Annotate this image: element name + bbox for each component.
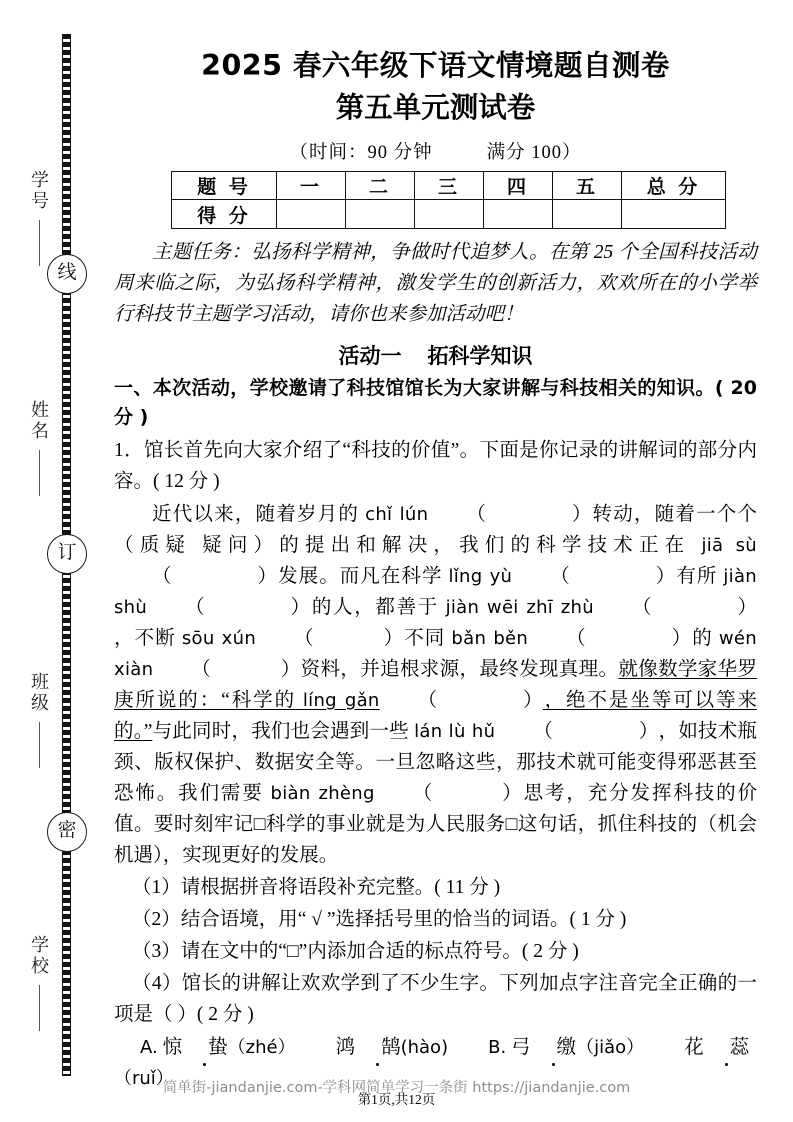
quote-seg: ，绝不是坐等可以等来的。” — [114, 690, 758, 742]
margin-field-rule — [39, 722, 40, 768]
option-b-pinyin-2: （ruǐ） — [114, 1068, 174, 1089]
pinyin-lingyu: lǐng yù — [448, 566, 513, 587]
option-b-dotted-char: 蕊 — [704, 1032, 750, 1063]
passage-seg: 不同 — [403, 628, 446, 649]
watermark-text: 简单街-jiandanjie.com-学科网简单学习一条街 https://jiandanjie.com — [162, 1080, 631, 1096]
passage-seg: 的人，都善于 — [310, 597, 439, 618]
margin-field-school — [8, 935, 52, 1031]
seal-char-ding: 订 — [47, 534, 87, 574]
option-a-word-2 — [336, 1037, 401, 1058]
pinyin-bianzheng: biàn zhèng — [270, 783, 375, 804]
score-cell-5[interactable] — [553, 200, 622, 229]
passage-seg: 转动，随着一个个（质疑 疑问）的提出和解决，我们的科学技术正在 — [114, 504, 757, 556]
pinyin-jianshu: jiàn shù — [114, 566, 758, 618]
exam-duration: （时间：90 分钟 — [289, 143, 433, 163]
passage-seg: 有所 — [675, 566, 718, 587]
pinyin-lanluhu: lán lù hǔ — [414, 721, 496, 742]
pinyin-chilun: chǐ lún — [365, 504, 429, 525]
passage-seg: 与此同时，我们也会遇到一些 — [152, 721, 409, 742]
score-table-row-label: 题 号 — [172, 172, 277, 200]
section-one-heading: 一、本次活动，学校邀请了科技馆馆长为大家讲解与科技相关的知识。( 20 分 ) — [114, 377, 757, 428]
answer-blank[interactable]: （ ） — [191, 659, 301, 680]
pinyin-banben: bǎn běn — [451, 628, 529, 649]
pinyin-souxun: sōu xún — [181, 628, 257, 649]
answer-blank[interactable]: （ ） — [466, 504, 592, 525]
page-number: 第1页,共12页 — [357, 1092, 436, 1107]
option-a-dotted-char: 鹄 — [355, 1032, 401, 1063]
sub-question-2: （2）结合语境，用“ √ ”选择括号里的恰当的词语。( 1 分 ) — [132, 909, 627, 930]
pinyin-linggan: líng gǎn — [302, 690, 380, 711]
sub-question-3: （3）请在文中的“□”内添加合适的标点符号。( 2 分 ) — [132, 941, 579, 962]
option-a-char: 鸿 — [335, 1037, 356, 1058]
pinyin-wenxian: wén xiàn — [114, 628, 758, 680]
margin-field-rule — [39, 450, 40, 496]
passage-seg: 近代以来，随着岁月的 — [152, 504, 360, 525]
seal-char-mi: 密 — [47, 812, 87, 852]
margin-field-student-id — [8, 170, 52, 266]
passage-seg: 发展。而凡在科学 — [277, 566, 443, 587]
quote-seg: 就像数学家华罗庚所说的：“科学的 — [114, 659, 757, 711]
score-cell-3[interactable] — [415, 200, 484, 229]
score-table-col-3: 三 — [415, 172, 484, 200]
exam-total-score: 满分 100） — [486, 143, 582, 163]
table-row — [172, 200, 726, 229]
margin-field-class — [8, 672, 52, 768]
sub-question-4: （4）馆长的讲解让欢欢学到了不少生字。下列加点字注音完全正确的一项是（ ）( 2 分 ) — [114, 973, 757, 1025]
option-a-word-1 — [163, 1037, 228, 1058]
margin-field-name — [8, 400, 52, 496]
option-b-char: 弓 — [511, 1037, 531, 1058]
option-b-char: 花 — [684, 1037, 704, 1058]
passage-seg: ，不断 — [114, 628, 176, 649]
option-a-char: 惊 — [162, 1037, 183, 1058]
margin-field-label: 学校 — [29, 935, 49, 977]
margin-field-rule — [39, 220, 40, 266]
theme-task-paragraph: 主题任务：弘扬科学精神，争做时代追梦人。在第 25 个全国科技活动周来临之际，为弘扬科学精神，激发学生的创新活力，欢欢所在的小学举行科技节主题学习活动，请你也来参加活动吧！ — [114, 242, 757, 325]
answer-blank[interactable]: （ ） — [550, 566, 676, 587]
answer-blank[interactable]: （ ） — [566, 628, 692, 649]
score-table — [171, 171, 726, 229]
seal-margin-column — [0, 0, 96, 1122]
option-a-letter[interactable]: A. — [140, 1037, 158, 1058]
activity-name: 拓科学知识 — [427, 344, 533, 368]
question-1-stem: 1．馆长首先向大家介绍了“科技的价值”。下面是你记录的讲解词的部分内容。( 12 分 ) — [114, 440, 757, 492]
answer-blank[interactable]: （ ） — [152, 566, 278, 587]
margin-field-label: 学号 — [29, 170, 49, 212]
option-b-dotted-char: 缴 — [531, 1032, 577, 1063]
score-cell-2[interactable] — [346, 200, 415, 229]
answer-blank[interactable]: （ ） — [185, 597, 311, 618]
seal-char-xian: 线 — [47, 254, 87, 294]
margin-field-label: 姓名 — [29, 400, 49, 442]
score-table-col-total: 总 分 — [622, 172, 726, 200]
score-cell-1[interactable] — [277, 200, 346, 229]
passage-seg: 的 — [691, 628, 713, 649]
margin-field-rule — [39, 985, 40, 1031]
option-b-letter[interactable]: B. — [488, 1037, 507, 1058]
table-row — [172, 172, 726, 200]
margin-field-label: 班级 — [29, 672, 49, 714]
score-table-row-label: 得 分 — [172, 200, 277, 229]
score-cell-4[interactable] — [484, 200, 553, 229]
score-table-col-2: 二 — [346, 172, 415, 200]
option-b-word-2 — [684, 1037, 749, 1058]
page-subtitle: 第五单元测试卷 — [335, 91, 536, 124]
exam-paper-body — [96, 0, 793, 1122]
question-1-passage — [114, 499, 757, 871]
page-title: 2025 春六年级下语文情境题自测卷 — [201, 49, 670, 82]
score-table-col-1: 一 — [277, 172, 346, 200]
option-b-pinyin-1: （jiǎo） — [576, 1037, 645, 1058]
option-a-pinyin-1: （zhé） — [227, 1037, 296, 1058]
answer-blank[interactable]: （ ） — [631, 597, 757, 618]
passage-seg: ，如技术瓶颈、版权保护、数据安全等。一旦忽略这些，那技术就可能变得邪恶甚至恐怖。我们需要 — [114, 721, 758, 804]
option-b-word-1 — [511, 1037, 576, 1058]
option-a-pinyin-2: (hào) — [400, 1037, 449, 1058]
answer-blank[interactable]: （ ） — [417, 690, 543, 711]
activity-label: 活动一 — [338, 344, 402, 368]
page-footer — [0, 1076, 793, 1122]
passage-seg: 思考，充分发挥科技的价值。要时刻牢记□科学的事业就是为人民服务□这句话，抓住科技的（机会 机遇），实现更好的发展。 — [114, 783, 757, 866]
pinyin-jiasu: jiā sù — [701, 535, 757, 556]
score-cell-total[interactable] — [622, 200, 726, 229]
score-table-col-4: 四 — [484, 172, 553, 200]
sub-question-1: （1）请根据拼音将语段补充完整。( 11 分 ) — [132, 877, 501, 898]
activity-heading — [114, 340, 757, 370]
exam-meta-line — [114, 138, 757, 164]
score-table-container — [171, 171, 700, 229]
passage-seg: 资料，并追根求源，最终发现真理。 — [300, 659, 619, 680]
option-a-dotted-char: 蛰 — [182, 1032, 228, 1063]
pinyin-jianweizhizhu: jiàn wēi zhī zhù — [445, 597, 594, 618]
answer-blank[interactable]: （ ） — [412, 783, 522, 804]
score-table-col-5: 五 — [553, 172, 622, 200]
answer-blank[interactable]: （ ） — [533, 721, 659, 742]
answer-blank[interactable]: （ ） — [294, 628, 404, 649]
